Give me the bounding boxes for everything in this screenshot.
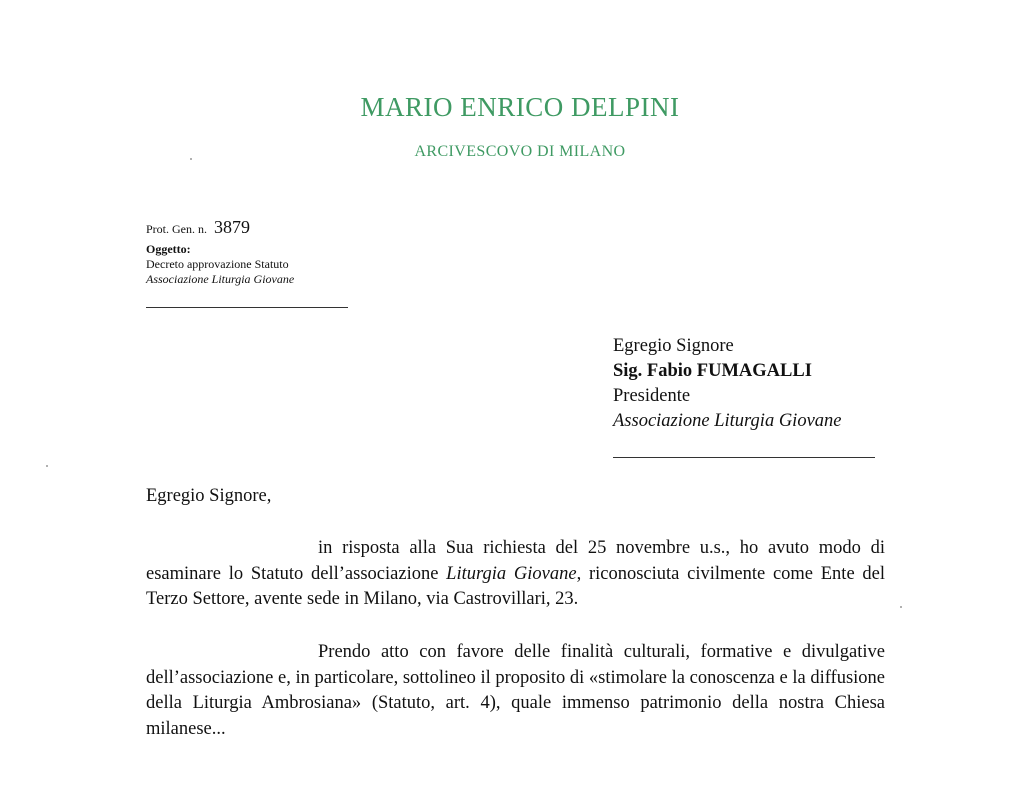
protocol-number: 3879 xyxy=(214,217,250,237)
paragraph-2: Prendo atto con favore delle finalità culturali, formative e divulgative dell’associazione e, in particolare, sottolineo il proposito di «stimolare la conoscenza e la diffusione della Liturgia Ambrosiana» (Statuto, art. 4), quale immenso patrimonio della nostra Chiesa milanese... xyxy=(146,642,885,739)
scan-speck xyxy=(900,606,902,608)
letterhead-name: MARIO ENRICO DELPINI xyxy=(360,92,680,122)
subject-line-1: Decreto approvazione Statuto xyxy=(146,257,289,271)
protocol-label: Prot. Gen. n. xyxy=(146,222,207,236)
paragraph-1-text-b: , riconosciuta civilmente come Ente del Terzo Settore, avente sede in Milano, via Castrovillari, 23. xyxy=(146,563,885,609)
protocol-divider xyxy=(146,307,348,308)
recipient-role: Presidente xyxy=(613,386,691,406)
protocol-block xyxy=(146,217,295,287)
salutation: Egregio Signore, xyxy=(146,486,272,506)
protocol-line xyxy=(146,217,294,242)
scan-speck xyxy=(46,465,48,467)
paragraph-1 xyxy=(146,536,885,613)
recipient-name: Sig. Fabio FUMAGALLI xyxy=(613,361,812,381)
subject-line-2: Associazione Liturgia Giovane xyxy=(146,272,295,286)
paragraph-1-emphasis: Liturgia Giovane xyxy=(446,563,577,584)
recipient-divider xyxy=(613,457,875,458)
recipient-organization: Associazione Liturgia Giovane xyxy=(613,411,842,431)
paragraph-1-text-a: in risposta alla Sua richiesta del 25 novembre u.s., ho avuto modo di esaminare lo Statuto dell’associazione xyxy=(146,538,885,584)
scan-speck xyxy=(190,158,192,160)
subject-label: Oggetto: xyxy=(146,242,191,256)
recipient-greeting: Egregio Signore xyxy=(613,336,734,356)
letterhead-title: ARCIVESCOVO DI MILANO xyxy=(414,143,626,160)
recipient-block xyxy=(613,334,842,434)
